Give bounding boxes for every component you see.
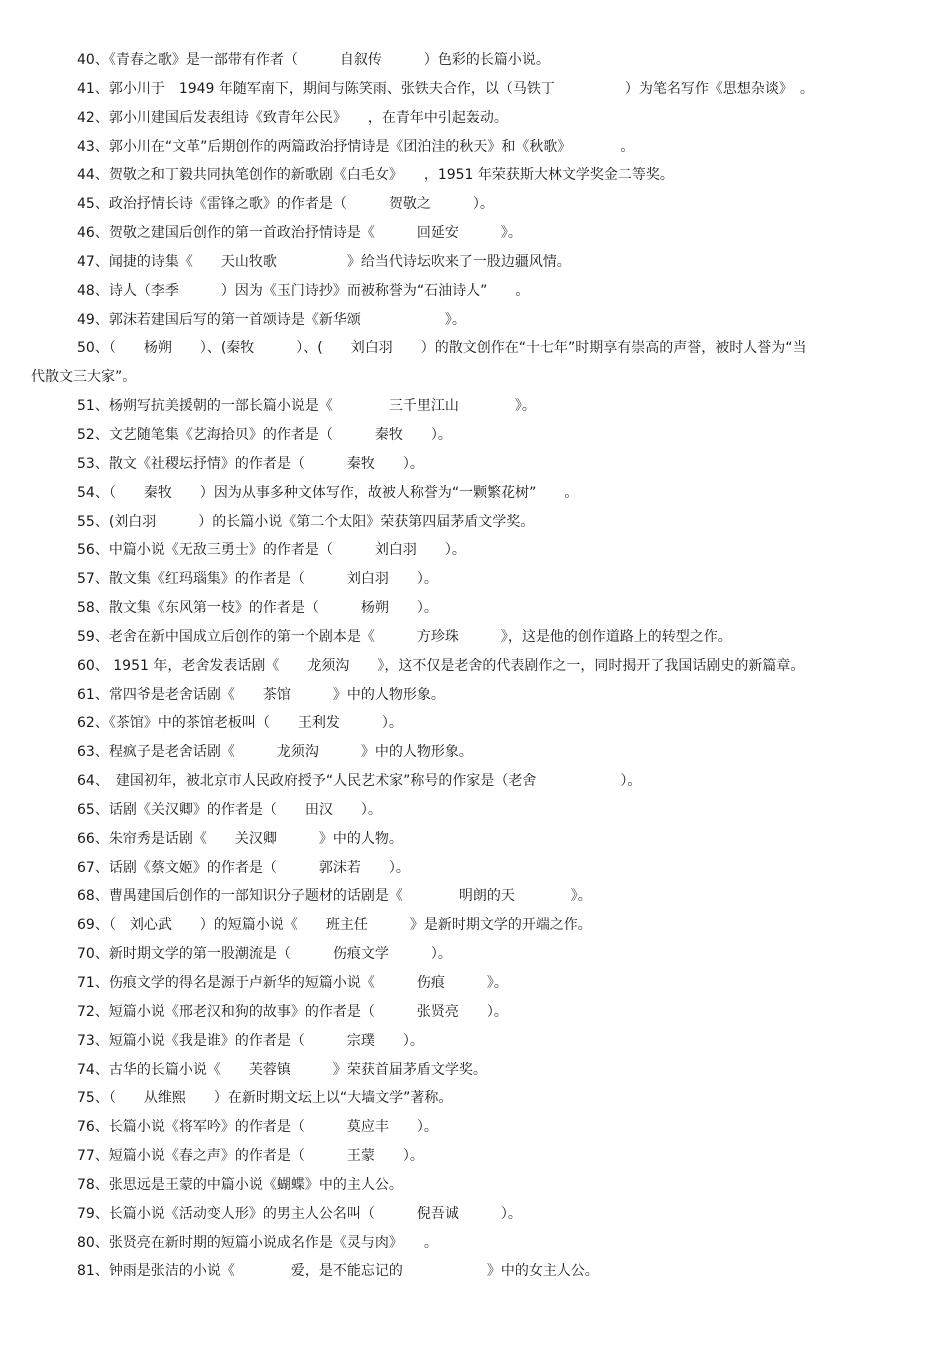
question-41: 41、郭小川于 1949 年随军南下，期间与陈笑雨、张铁夫合作，以（马铁丁 ）为笔名写作《思想杂谈》 。 bbox=[77, 80, 814, 97]
question-50: 50、（ 杨朔 ）、(秦牧 ）、( 刘白羽 ）的散文创作在“十七年”时期享有崇高的声誉，被时人誉为“当 bbox=[77, 340, 807, 357]
question-70: 70、新时期文学的第一股潮流是（ 伤痕文学 ）。 bbox=[77, 946, 452, 963]
question-62: 62、《茶馆》中的茶馆老板叫（ 王利发 ）。 bbox=[77, 715, 403, 732]
question-50-continuation: 代散文三大家”。 bbox=[31, 369, 137, 386]
question-67: 67、话剧《蔡文姬》的作者是（ 郭沫若 ）。 bbox=[77, 859, 410, 876]
question-54: 54、（ 秦牧 ）因为从事多种文体写作，故被人称誉为“一颗繁花树” 。 bbox=[77, 484, 579, 501]
question-43: 43、郭小川在“文革”后期创作的两篇政治抒情诗是《团泊洼的秋天》和《秋歌》 。 bbox=[77, 138, 635, 155]
question-79: 79、长篇小说《活动变人形》的男主人公名叫（ 倪吾诚 ）。 bbox=[77, 1205, 522, 1222]
question-56: 56、中篇小说《无敌三勇士》的作者是（ 刘白羽 ）。 bbox=[77, 542, 466, 559]
question-72: 72、短篇小说《邢老汉和狗的故事》的作者是（ 张贤亮 ）。 bbox=[77, 1003, 508, 1020]
question-47: 47、闻捷的诗集《 天山牧歌 》给当代诗坛吹来了一股边疆风情。 bbox=[77, 253, 571, 270]
question-40: 40、《青春之歌》是一部带有作者（ 自叙传 ）色彩的长篇小说。 bbox=[77, 52, 550, 68]
question-63: 63、程疯子是老舍话剧《 龙须沟 》中的人物形象。 bbox=[77, 744, 473, 761]
question-75: 75、（ 从维熙 ）在新时期文坛上以“大墙文学”著称。 bbox=[77, 1090, 453, 1107]
question-61: 61、常四爷是老舍话剧《 茶馆 》中的人物形象。 bbox=[77, 686, 445, 703]
question-52: 52、文艺随笔集《艺海拾贝》的作者是（ 秦牧 ）。 bbox=[77, 426, 452, 443]
question-81: 81、钟雨是张洁的小说《 爱，是不能忘记的 》中的女主人公。 bbox=[77, 1263, 599, 1280]
question-80: 80、张贤亮在新时期的短篇小说成名作是《灵与肉》 。 bbox=[77, 1234, 438, 1251]
question-66: 66、朱帘秀是话剧《 关汉卿 》中的人物。 bbox=[77, 830, 403, 847]
question-49: 49、郭沫若建国后写的第一首颂诗是《新华颂 》。 bbox=[77, 311, 466, 328]
question-48: 48、诗人（李季 ）因为《玉门诗抄》而被称誉为“石油诗人” 。 bbox=[77, 282, 530, 299]
question-42: 42、郭小川建国后发表组诗《致青年公民》 ，在青年中引起轰动。 bbox=[77, 109, 508, 126]
question-74: 74、古华的长篇小说《 芙蓉镇 》荣获首届茅盾文学奖。 bbox=[77, 1061, 487, 1078]
question-60: 60、 1951 年，老舍发表话剧《 龙须沟 》，这不仅是老舍的代表剧作之一，同时揭开了我国话剧史的新篇章。 bbox=[77, 657, 805, 674]
question-64: 64、 建国初年，被北京市人民政府授予“人民艺术家”称号的作家是（老舍 ）。 bbox=[77, 773, 642, 790]
question-55: 55、(刘白羽 ）的长篇小说《第二个太阳》荣获第四届茅盾文学奖。 bbox=[77, 513, 535, 530]
question-51: 51、杨朔写抗美援朝的一部长篇小说是《 三千里江山 》。 bbox=[77, 398, 536, 415]
question-44: 44、贺敬之和丁毅共同执笔创作的新歌剧《白毛女》 ，1951 年荣获斯大林文学奖金二等奖。 bbox=[77, 167, 674, 184]
question-57: 57、散文集《红玛瑙集》的作者是（ 刘白羽 ）。 bbox=[77, 571, 438, 588]
question-65: 65、话剧《关汉卿》的作者是（ 田汉 ）。 bbox=[77, 801, 382, 818]
question-69: 69、（ 刘心武 ）的短篇小说《 班主任 》是新时期文学的开端之作。 bbox=[77, 917, 592, 934]
question-76: 76、长篇小说《将军吟》的作者是（ 莫应丰 ）。 bbox=[77, 1119, 438, 1136]
question-58: 58、散文集《东风第一枝》的作者是（ 杨朔 ）。 bbox=[77, 600, 438, 617]
question-59: 59、老舍在新中国成立后创作的第一个剧本是《 方珍珠 》，这是他的创作道路上的转型之作。 bbox=[77, 628, 732, 645]
question-71: 71、伤痕文学的得名是源于卢新华的短篇小说《 伤痕 》。 bbox=[77, 975, 508, 991]
question-46: 46、贺敬之建国后创作的第一首政治抒情诗是《 回延安 》。 bbox=[77, 225, 522, 242]
question-77: 77、短篇小说《春之声》的作者是（ 王蒙 ）。 bbox=[77, 1148, 424, 1165]
question-68: 68、曹禺建国后创作的一部知识分子题材的话剧是《 明朗的天 》。 bbox=[77, 888, 592, 905]
question-45: 45、政治抒情长诗《雷锋之歌》的作者是（ 贺敬之 ）。 bbox=[77, 196, 494, 213]
question-73: 73、短篇小说《我是谁》的作者是（ 宗璞 ）。 bbox=[77, 1032, 424, 1049]
question-53: 53、散文《社稷坛抒情》的作者是（ 秦牧 ）。 bbox=[77, 455, 424, 472]
document-page bbox=[0, 46, 950, 1286]
question-78: 78、张思远是王蒙的中篇小说《蝴蝶》中的主人公。 bbox=[77, 1176, 403, 1193]
